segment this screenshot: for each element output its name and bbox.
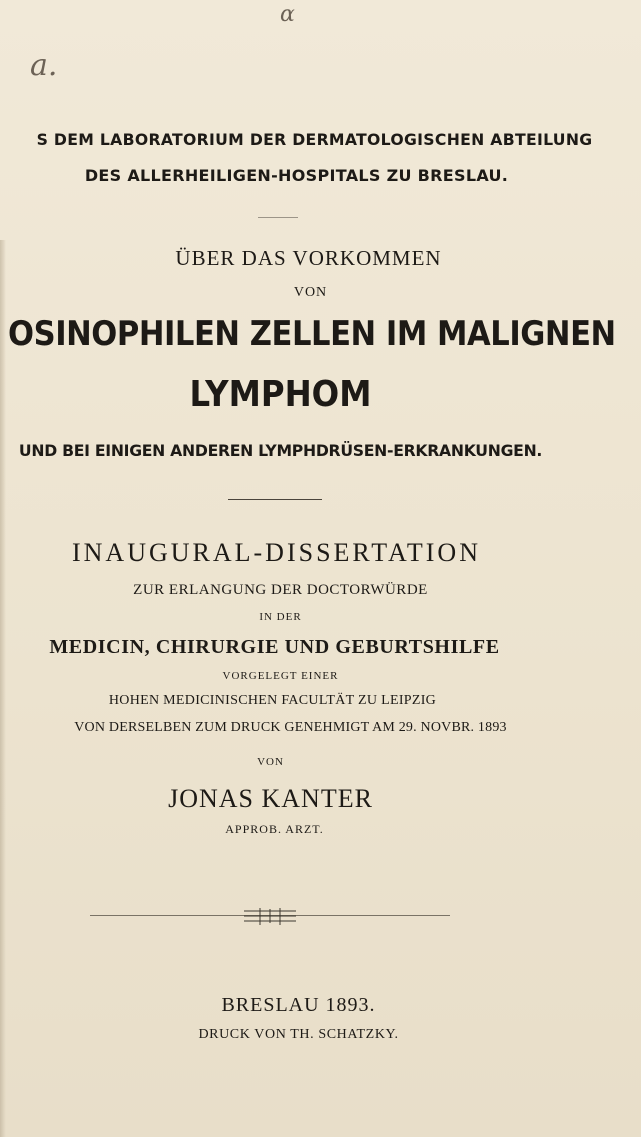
ornament-rule-2 [228,499,322,500]
dissertation-line-6: VON DERSELBEN ZUM DRUCK GENEHMIGT AM 29. NOVBR. 1893 [74,720,507,735]
dissertation-line-1: ZUR ERLANGUNG DER DOCTORWÜRDE [133,582,428,598]
author-title: APPROB. ARZT. [225,822,324,836]
imprint-city: BRESLAU 1893. [221,994,376,1016]
title-intro: ÜBER DAS VORKOMMEN [175,246,442,270]
institution-line-1: S DEM LABORATORIUM DER DERMATOLOGISCHEN ABTEILUNG [36,130,593,149]
title-subtitle: UND BEI EINIGEN ANDEREN LYMPHDRÜSEN-ERKRANKUNGEN. [18,441,543,460]
dissertation-line-4: VORGELEGT EINER [222,670,339,682]
title-main-line-2: LYMPHOM [189,374,372,415]
imprint-printer: DRUCK VON TH. SCHATZKY. [198,1027,399,1042]
handwritten-mark-top: α [280,2,295,27]
dissertation-heading: INAUGURAL-DISSERTATION [71,538,481,567]
dissertation-line-3: MEDICIN, CHIRURGIE UND GEBURTSHILFE [49,636,500,658]
author-von: VON [257,756,284,768]
handwritten-mark-left: a. [30,48,58,83]
dissertation-line-5: HOHEN MEDICINISCHEN FACULTÄT ZU LEIPZIG [108,693,437,708]
title-von: VON [293,285,328,300]
title-main-line-1: OSINOPHILEN ZELLEN IM MALIGNEN [8,314,616,354]
dissertation-line-2: IN DER [259,611,302,623]
institution-line-2: DES ALLERHEILIGEN-HOSPITALS ZU BRESLAU. [84,166,509,185]
ornament-rule-1 [258,217,298,218]
ornament-icon [240,905,300,927]
author-name: JONAS KANTER [168,784,373,813]
